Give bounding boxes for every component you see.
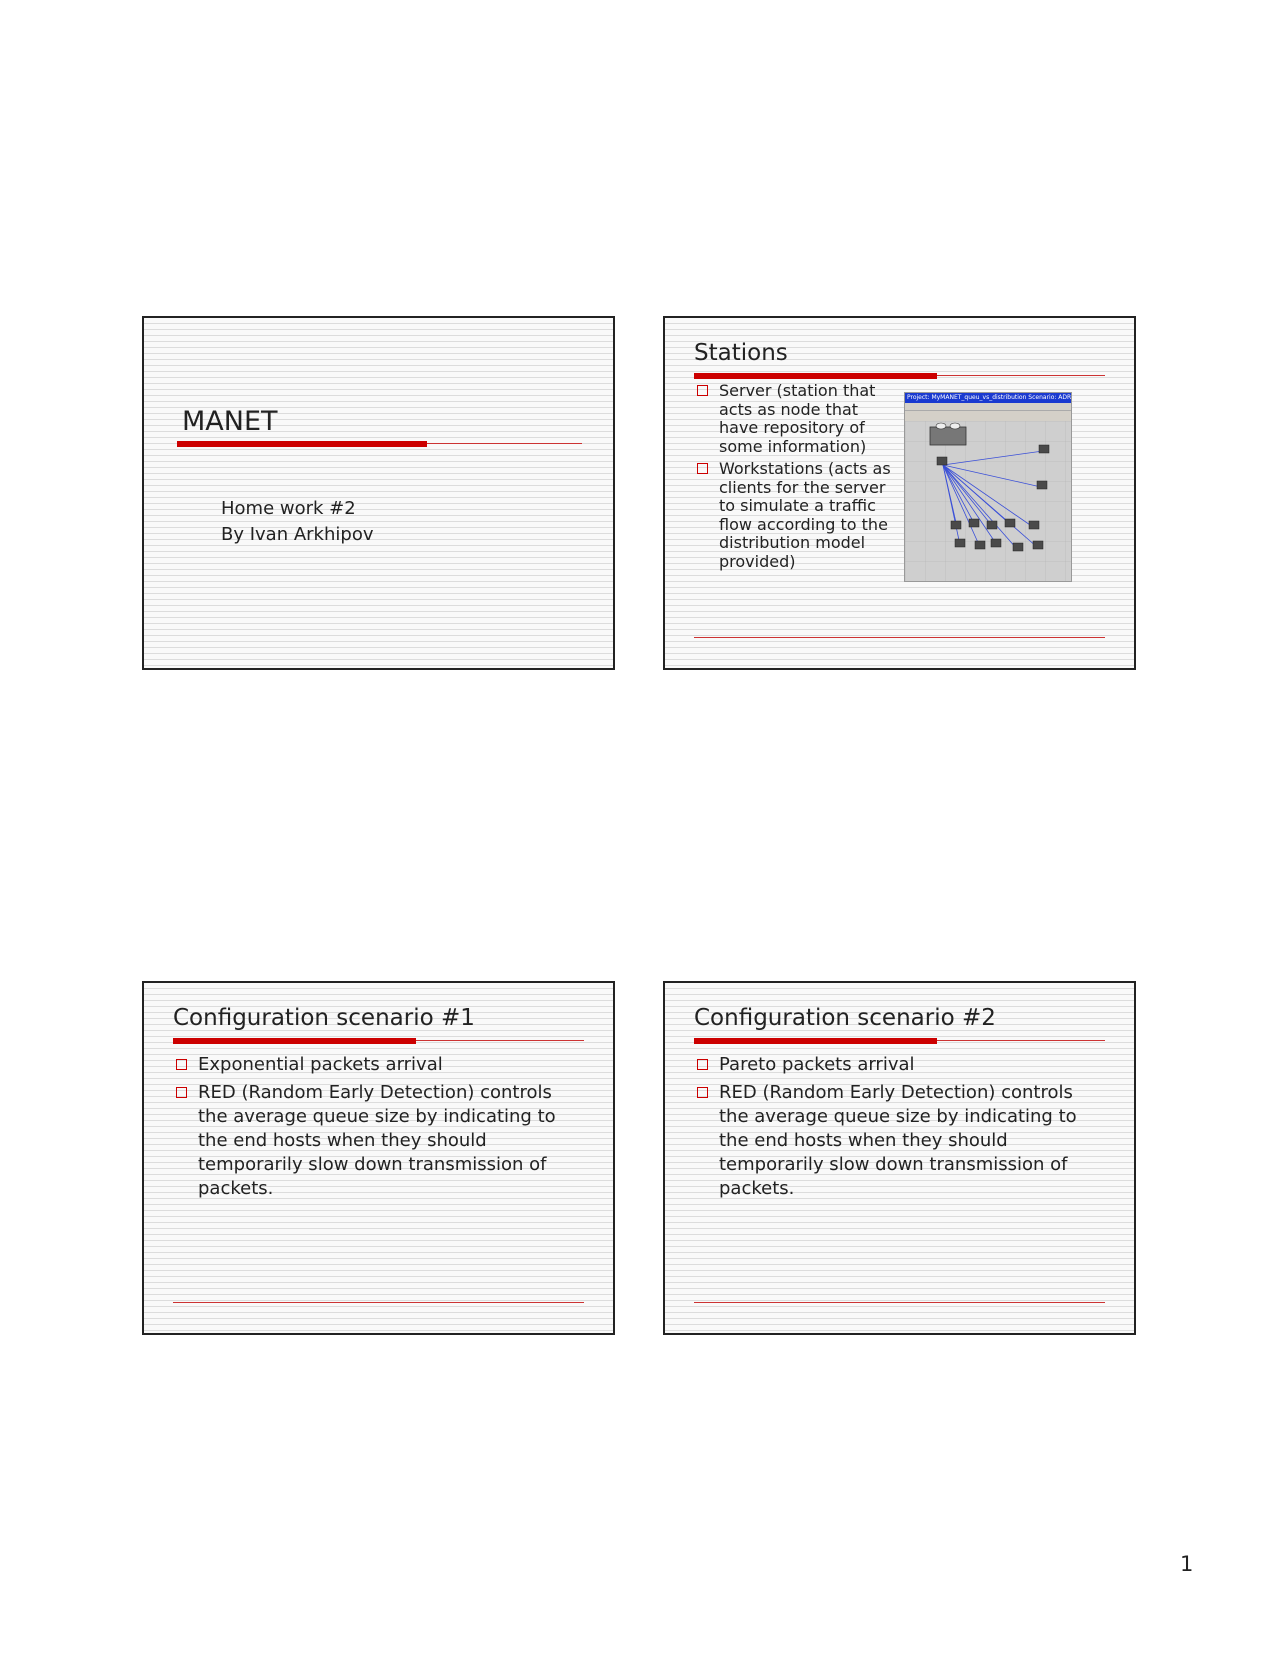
subtitle [221,496,373,548]
square-bullet-icon [697,1059,708,1070]
bullet-text: Server (station that acts as node that have repository of some information) [719,381,876,456]
screenshot-titlebar: Project: MyMANET_queu_vs_distribution Scenario: ADR [907,394,1071,401]
screenshot-menubar [905,403,1071,411]
subtitle-line: Home work #2 [221,498,356,519]
bullet-text: Pareto packets arrival [719,1054,915,1075]
title-underline-thick [694,1038,937,1044]
page-number: 1 [1180,1552,1194,1576]
bullet-item [694,382,894,456]
title-underline-thin [937,375,1105,376]
square-bullet-icon [697,385,708,396]
bullet-item [694,460,894,571]
title-underline-thick [173,1038,416,1044]
bullet-list [694,1053,1104,1205]
slide-title-text: MANET [182,406,278,437]
title-underline-thick [177,441,427,447]
slide-config-1 [142,981,615,1335]
bullet-text: RED (Random Early Detection) controls the average queue size by indicating to the end hosts when they should temporarily slow down transmission of packets. [719,1082,1077,1199]
square-bullet-icon [176,1087,187,1098]
slide-title-text: Configuration scenario #2 [694,1005,996,1031]
subtitle-line: By Ivan Arkhipov [221,524,374,545]
slide-title-text: Stations [694,340,788,366]
slide-stations [663,316,1136,670]
square-bullet-icon [697,463,708,474]
title-underline-thick [694,373,937,379]
bullet-item [173,1081,583,1201]
bullet-text: Workstations (acts as clients for the server to simulate a traffic flow according to the distribution model provided) [719,459,891,571]
bullet-text: Exponential packets arrival [198,1054,443,1075]
bullet-item [694,1053,1104,1077]
slide-title-text: Configuration scenario #1 [173,1005,475,1031]
bullet-item [173,1053,583,1077]
footer-rule [173,1302,584,1303]
footer-rule [694,1302,1105,1303]
bullet-text: RED (Random Early Detection) controls the average queue size by indicating to the end hosts when they should temporarily slow down transmission of packets. [198,1082,556,1199]
bullet-list [173,1053,583,1205]
network-topology-drawing [905,421,1072,582]
title-underline-thin [427,443,582,444]
bullet-list [694,382,894,575]
footer-rule [694,637,1105,638]
slide-config-2 [663,981,1136,1335]
title-underline-thin [416,1040,584,1041]
network-screenshot [904,392,1072,582]
title-underline-thin [937,1040,1105,1041]
bullet-item [694,1081,1104,1201]
slide-title [142,316,615,670]
square-bullet-icon [697,1087,708,1098]
square-bullet-icon [176,1059,187,1070]
